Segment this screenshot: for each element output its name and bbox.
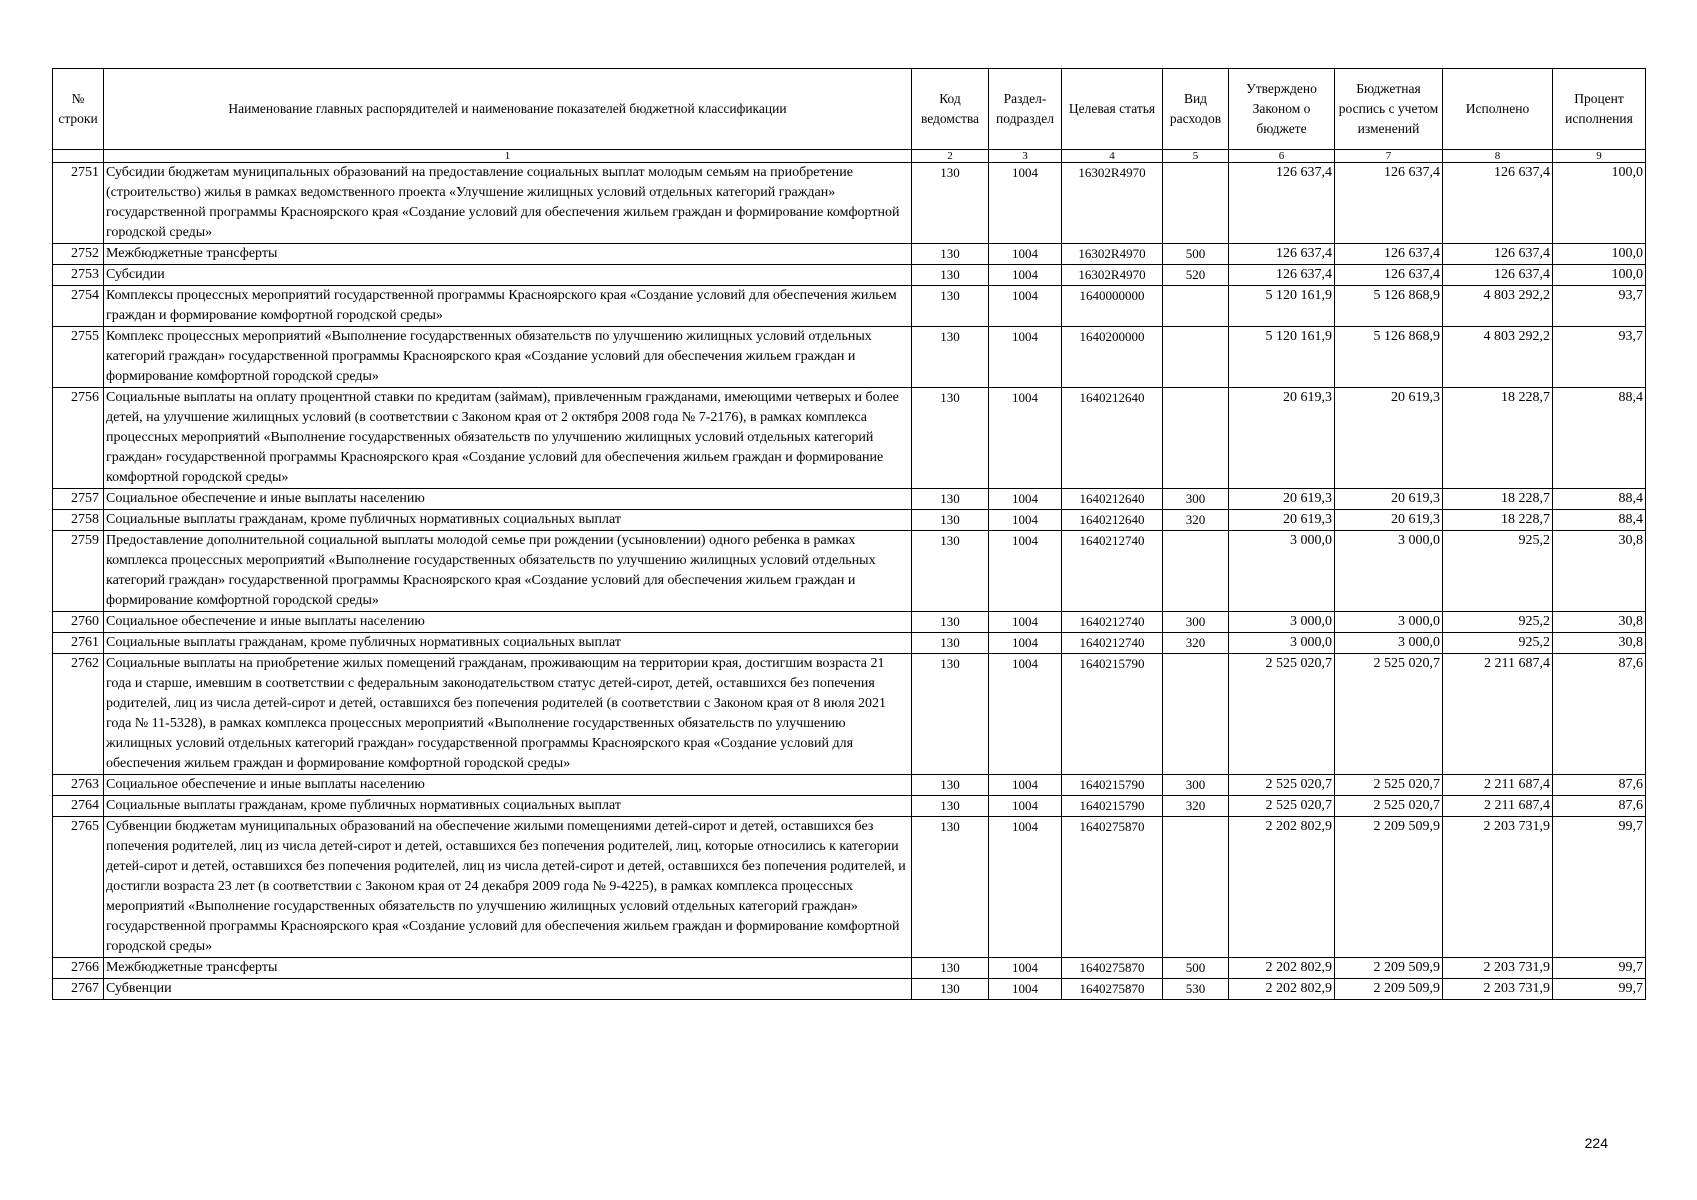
table-row bbox=[53, 244, 1646, 265]
row-percent: 30,8 bbox=[1553, 633, 1646, 654]
column-number: 6 bbox=[1229, 150, 1335, 163]
row-expense-type: 300 bbox=[1163, 489, 1229, 510]
row-number: 2762 bbox=[53, 654, 104, 775]
row-dept-code: 130 bbox=[912, 531, 989, 612]
page-number: 224 bbox=[1584, 1135, 1608, 1151]
row-expense-type: 300 bbox=[1163, 775, 1229, 796]
row-budget-list: 2 525 020,7 bbox=[1335, 654, 1443, 775]
header-executed: Исполнено bbox=[1443, 69, 1553, 150]
row-section: 1004 bbox=[989, 510, 1062, 531]
row-executed: 18 228,7 bbox=[1443, 388, 1553, 489]
row-executed: 2 211 687,4 bbox=[1443, 775, 1553, 796]
row-number: 2759 bbox=[53, 531, 104, 612]
row-name: Социальные выплаты на оплату процентной ставки по кредитам (займам), привлеченным гражданами, имеющими четверых и более детей, на улучшение жилищных условий (в соответствии с Законом края от 2 октября 2008 года № 7-2176), в рамках комплекса процессных мероприятий «Выполнение государственных обязательств по улучшению жилищных условий отдельных категорий граждан» государственной программы Красноярского края «Создание условий для обеспечения жильем граждан и формирование комфортной городской среды» bbox=[104, 388, 912, 489]
row-number: 2760 bbox=[53, 612, 104, 633]
row-budget-list: 2 209 509,9 bbox=[1335, 979, 1443, 1000]
row-approved: 5 120 161,9 bbox=[1229, 327, 1335, 388]
row-target-item: 1640000000 bbox=[1062, 286, 1163, 327]
row-percent: 87,6 bbox=[1553, 654, 1646, 775]
row-dept-code: 130 bbox=[912, 633, 989, 654]
row-section: 1004 bbox=[989, 775, 1062, 796]
row-approved: 126 637,4 bbox=[1229, 163, 1335, 244]
row-section: 1004 bbox=[989, 244, 1062, 265]
row-target-item: 1640212640 bbox=[1062, 510, 1163, 531]
row-expense-type bbox=[1163, 388, 1229, 489]
row-name: Социальное обеспечение и иные выплаты населению bbox=[104, 489, 912, 510]
table-row bbox=[53, 958, 1646, 979]
row-percent: 87,6 bbox=[1553, 775, 1646, 796]
row-dept-code: 130 bbox=[912, 286, 989, 327]
column-number: 9 bbox=[1553, 150, 1646, 163]
table-row bbox=[53, 327, 1646, 388]
row-number: 2751 bbox=[53, 163, 104, 244]
row-section: 1004 bbox=[989, 612, 1062, 633]
row-number: 2767 bbox=[53, 979, 104, 1000]
row-target-item: 16302R4970 bbox=[1062, 244, 1163, 265]
row-executed: 126 637,4 bbox=[1443, 265, 1553, 286]
row-dept-code: 130 bbox=[912, 817, 989, 958]
row-section: 1004 bbox=[989, 265, 1062, 286]
row-expense-type: 320 bbox=[1163, 510, 1229, 531]
row-approved: 2 525 020,7 bbox=[1229, 654, 1335, 775]
row-executed: 126 637,4 bbox=[1443, 244, 1553, 265]
row-budget-list: 20 619,3 bbox=[1335, 489, 1443, 510]
row-target-item: 16302R4970 bbox=[1062, 265, 1163, 286]
column-number: 7 bbox=[1335, 150, 1443, 163]
table-row bbox=[53, 510, 1646, 531]
row-name: Субвенции бюджетам муниципальных образований на обеспечение жилыми помещениями детей-сирот и детей, оставшихся без попечения родителей, лиц из числа детей-сирот и детей, оставшихся без попечения родителей, лиц, которые относились к категории детей-сирот и детей, оставшихся без попечения родителей, лиц из числа детей-сирот и детей, оставшихся без попечения родителей, и достигли возраста 23 лет (в соответствии с Законом края от 24 декабря 2009 года № 9-4225), в рамках комплекса процессных мероприятий «Выполнение государственных обязательств по улучшению жилищных условий отдельных категорий граждан» государственной программы Красноярского края «Создание условий для обеспечения жильем граждан и формирование комфортной городской среды» bbox=[104, 817, 912, 958]
row-dept-code: 130 bbox=[912, 775, 989, 796]
row-name: Социальное обеспечение и иные выплаты населению bbox=[104, 612, 912, 633]
row-budget-list: 3 000,0 bbox=[1335, 531, 1443, 612]
row-percent: 30,8 bbox=[1553, 612, 1646, 633]
row-expense-type bbox=[1163, 286, 1229, 327]
header-name: Наименование главных распорядителей и наименование показателей бюджетной классификации bbox=[104, 69, 912, 150]
row-approved: 20 619,3 bbox=[1229, 489, 1335, 510]
row-approved: 3 000,0 bbox=[1229, 633, 1335, 654]
row-dept-code: 130 bbox=[912, 244, 989, 265]
budget-table bbox=[52, 68, 1646, 1000]
row-budget-list: 3 000,0 bbox=[1335, 612, 1443, 633]
header-row bbox=[53, 69, 1646, 150]
row-number: 2766 bbox=[53, 958, 104, 979]
header-dept-code: Код ведомства bbox=[912, 69, 989, 150]
row-percent: 88,4 bbox=[1553, 388, 1646, 489]
row-dept-code: 130 bbox=[912, 388, 989, 489]
row-target-item: 1640212640 bbox=[1062, 489, 1163, 510]
row-target-item: 1640212740 bbox=[1062, 612, 1163, 633]
row-executed: 2 203 731,9 bbox=[1443, 817, 1553, 958]
row-expense-type: 320 bbox=[1163, 796, 1229, 817]
row-name: Социальные выплаты гражданам, кроме публичных нормативных социальных выплат bbox=[104, 510, 912, 531]
row-approved: 2 525 020,7 bbox=[1229, 796, 1335, 817]
row-percent: 99,7 bbox=[1553, 817, 1646, 958]
table-row bbox=[53, 489, 1646, 510]
table-row bbox=[53, 633, 1646, 654]
row-approved: 2 525 020,7 bbox=[1229, 775, 1335, 796]
row-dept-code: 130 bbox=[912, 327, 989, 388]
row-expense-type bbox=[1163, 531, 1229, 612]
row-target-item: 1640212740 bbox=[1062, 531, 1163, 612]
row-executed: 925,2 bbox=[1443, 633, 1553, 654]
row-name: Межбюджетные трансферты bbox=[104, 958, 912, 979]
row-dept-code: 130 bbox=[912, 958, 989, 979]
row-section: 1004 bbox=[989, 958, 1062, 979]
row-section: 1004 bbox=[989, 796, 1062, 817]
row-percent: 100,0 bbox=[1553, 265, 1646, 286]
column-number: 4 bbox=[1062, 150, 1163, 163]
row-approved: 126 637,4 bbox=[1229, 265, 1335, 286]
row-budget-list: 5 126 868,9 bbox=[1335, 286, 1443, 327]
budget-execution-report bbox=[52, 68, 1645, 1000]
row-executed: 925,2 bbox=[1443, 612, 1553, 633]
table-row bbox=[53, 654, 1646, 775]
row-name: Субсидии bbox=[104, 265, 912, 286]
row-budget-list: 2 209 509,9 bbox=[1335, 817, 1443, 958]
row-expense-type: 530 bbox=[1163, 979, 1229, 1000]
row-budget-list: 3 000,0 bbox=[1335, 633, 1443, 654]
row-budget-list: 126 637,4 bbox=[1335, 163, 1443, 244]
row-expense-type: 500 bbox=[1163, 244, 1229, 265]
row-dept-code: 130 bbox=[912, 612, 989, 633]
row-executed: 2 203 731,9 bbox=[1443, 958, 1553, 979]
row-percent: 100,0 bbox=[1553, 163, 1646, 244]
row-name: Предоставление дополнительной социальной выплаты молодой семье при рождении (усыновлении) одного ребенка в рамках комплекса процессных мероприятий «Выполнение государственных обязательств по улучшению жилищных условий отдельных категорий граждан» государственной программы Красноярского края «Создание условий для обеспечения жильем граждан и формирование комфортной городской среды» bbox=[104, 531, 912, 612]
row-target-item: 1640275870 bbox=[1062, 979, 1163, 1000]
row-section: 1004 bbox=[989, 489, 1062, 510]
row-target-item: 1640275870 bbox=[1062, 958, 1163, 979]
row-percent: 87,6 bbox=[1553, 796, 1646, 817]
row-approved: 2 202 802,9 bbox=[1229, 979, 1335, 1000]
row-section: 1004 bbox=[989, 979, 1062, 1000]
row-section: 1004 bbox=[989, 163, 1062, 244]
row-target-item: 1640215790 bbox=[1062, 796, 1163, 817]
row-number: 2764 bbox=[53, 796, 104, 817]
row-number: 2753 bbox=[53, 265, 104, 286]
row-approved: 2 202 802,9 bbox=[1229, 958, 1335, 979]
row-dept-code: 130 bbox=[912, 654, 989, 775]
table-row bbox=[53, 612, 1646, 633]
row-expense-type: 520 bbox=[1163, 265, 1229, 286]
row-name: Межбюджетные трансферты bbox=[104, 244, 912, 265]
table-body bbox=[53, 163, 1646, 1000]
row-approved: 3 000,0 bbox=[1229, 612, 1335, 633]
header-budget-list: Бюджетная роспись с учетом изменений bbox=[1335, 69, 1443, 150]
row-expense-type: 320 bbox=[1163, 633, 1229, 654]
row-dept-code: 130 bbox=[912, 163, 989, 244]
table-row bbox=[53, 775, 1646, 796]
row-number: 2765 bbox=[53, 817, 104, 958]
row-percent: 99,7 bbox=[1553, 958, 1646, 979]
row-expense-type bbox=[1163, 817, 1229, 958]
row-executed: 18 228,7 bbox=[1443, 489, 1553, 510]
row-target-item: 1640212740 bbox=[1062, 633, 1163, 654]
row-name: Социальные выплаты гражданам, кроме публичных нормативных социальных выплат bbox=[104, 796, 912, 817]
row-approved: 2 202 802,9 bbox=[1229, 817, 1335, 958]
row-executed: 2 203 731,9 bbox=[1443, 979, 1553, 1000]
row-section: 1004 bbox=[989, 633, 1062, 654]
row-dept-code: 130 bbox=[912, 979, 989, 1000]
row-name: Социальное обеспечение и иные выплаты населению bbox=[104, 775, 912, 796]
row-number: 2761 bbox=[53, 633, 104, 654]
row-budget-list: 5 126 868,9 bbox=[1335, 327, 1443, 388]
row-budget-list: 126 637,4 bbox=[1335, 265, 1443, 286]
row-percent: 88,4 bbox=[1553, 510, 1646, 531]
row-number: 2758 bbox=[53, 510, 104, 531]
row-target-item: 1640212640 bbox=[1062, 388, 1163, 489]
row-percent: 88,4 bbox=[1553, 489, 1646, 510]
row-approved: 5 120 161,9 bbox=[1229, 286, 1335, 327]
row-percent: 100,0 bbox=[1553, 244, 1646, 265]
row-number: 2756 bbox=[53, 388, 104, 489]
row-executed: 2 211 687,4 bbox=[1443, 796, 1553, 817]
row-expense-type: 500 bbox=[1163, 958, 1229, 979]
row-name: Социальные выплаты на приобретение жилых помещений гражданам, проживающим на территории края, достигшим возраста 21 года и старше, имевшим в соответствии с федеральным законодательством статус детей-сирот, детей, оставшихся без попечения родителей, лиц из числа детей-сирот и детей, оставшихся без попечения родителей (в соответствии с Законом края от 8 июля 2021 года № 11-5328), в рамках комплекса процессных мероприятий «Выполнение государственных обязательств по улучшению жилищных условий отдельных категорий граждан» государственной программы Красноярского края «Создание условий для обеспечения жильем граждан и формирование комфортной городской среды» bbox=[104, 654, 912, 775]
header-expense-type: Вид расходов bbox=[1163, 69, 1229, 150]
row-name: Субсидии бюджетам муниципальных образований на предоставление социальных выплат молодым семьям на приобретение (строительство) жилья в рамках ведомственного проекта «Улучшение жилищных условий отдельных категорий граждан» государственной программы Красноярского края «Создание условий для обеспечения жильем граждан и формирование комфортной городской среды» bbox=[104, 163, 912, 244]
row-dept-code: 130 bbox=[912, 489, 989, 510]
table-row bbox=[53, 265, 1646, 286]
header-percent: Процент исполнения bbox=[1553, 69, 1646, 150]
table-row bbox=[53, 163, 1646, 244]
row-executed: 4 803 292,2 bbox=[1443, 286, 1553, 327]
row-name: Комплексы процессных мероприятий государственной программы Красноярского края «Создание условий для обеспечения жильем граждан и формирование комфортной городской среды» bbox=[104, 286, 912, 327]
row-name: Субвенции bbox=[104, 979, 912, 1000]
column-number-row bbox=[53, 150, 1646, 163]
row-section: 1004 bbox=[989, 327, 1062, 388]
row-number: 2763 bbox=[53, 775, 104, 796]
row-budget-list: 2 525 020,7 bbox=[1335, 775, 1443, 796]
table-header bbox=[53, 69, 1646, 163]
row-target-item: 1640275870 bbox=[1062, 817, 1163, 958]
row-name: Социальные выплаты гражданам, кроме публичных нормативных социальных выплат bbox=[104, 633, 912, 654]
row-percent: 93,7 bbox=[1553, 286, 1646, 327]
header-section: Раздел-подраздел bbox=[989, 69, 1062, 150]
row-budget-list: 20 619,3 bbox=[1335, 510, 1443, 531]
row-dept-code: 130 bbox=[912, 510, 989, 531]
table-row bbox=[53, 286, 1646, 327]
row-section: 1004 bbox=[989, 817, 1062, 958]
table-row bbox=[53, 796, 1646, 817]
row-section: 1004 bbox=[989, 654, 1062, 775]
row-executed: 2 211 687,4 bbox=[1443, 654, 1553, 775]
column-number: 2 bbox=[912, 150, 989, 163]
table-row bbox=[53, 979, 1646, 1000]
row-approved: 20 619,3 bbox=[1229, 510, 1335, 531]
column-number: 8 bbox=[1443, 150, 1553, 163]
column-number bbox=[53, 150, 104, 163]
row-expense-type bbox=[1163, 654, 1229, 775]
row-approved: 126 637,4 bbox=[1229, 244, 1335, 265]
row-budget-list: 20 619,3 bbox=[1335, 388, 1443, 489]
row-name: Комплекс процессных мероприятий «Выполнение государственных обязательств по улучшению жилищных условий отдельных категорий граждан» государственной программы Красноярского края «Создание условий для обеспечения жильем граждан и формирование комфортной городской среды» bbox=[104, 327, 912, 388]
row-percent: 93,7 bbox=[1553, 327, 1646, 388]
row-executed: 4 803 292,2 bbox=[1443, 327, 1553, 388]
row-expense-type: 300 bbox=[1163, 612, 1229, 633]
table-row bbox=[53, 817, 1646, 958]
row-number: 2752 bbox=[53, 244, 104, 265]
row-target-item: 1640215790 bbox=[1062, 775, 1163, 796]
header-row-no: № строки bbox=[53, 69, 104, 150]
row-target-item: 1640200000 bbox=[1062, 327, 1163, 388]
column-number: 5 bbox=[1163, 150, 1229, 163]
row-number: 2757 bbox=[53, 489, 104, 510]
row-executed: 18 228,7 bbox=[1443, 510, 1553, 531]
row-section: 1004 bbox=[989, 286, 1062, 327]
row-section: 1004 bbox=[989, 388, 1062, 489]
row-dept-code: 130 bbox=[912, 265, 989, 286]
row-approved: 20 619,3 bbox=[1229, 388, 1335, 489]
row-approved: 3 000,0 bbox=[1229, 531, 1335, 612]
row-target-item: 16302R4970 bbox=[1062, 163, 1163, 244]
row-percent: 30,8 bbox=[1553, 531, 1646, 612]
table-row bbox=[53, 388, 1646, 489]
table-row bbox=[53, 531, 1646, 612]
row-section: 1004 bbox=[989, 531, 1062, 612]
row-executed: 925,2 bbox=[1443, 531, 1553, 612]
row-dept-code: 130 bbox=[912, 796, 989, 817]
row-number: 2755 bbox=[53, 327, 104, 388]
column-number: 3 bbox=[989, 150, 1062, 163]
header-approved: Утверждено Законом о бюджете bbox=[1229, 69, 1335, 150]
row-expense-type bbox=[1163, 163, 1229, 244]
row-budget-list: 2 209 509,9 bbox=[1335, 958, 1443, 979]
column-number: 1 bbox=[104, 150, 912, 163]
header-target-item: Целевая статья bbox=[1062, 69, 1163, 150]
row-target-item: 1640215790 bbox=[1062, 654, 1163, 775]
row-budget-list: 2 525 020,7 bbox=[1335, 796, 1443, 817]
row-number: 2754 bbox=[53, 286, 104, 327]
row-expense-type bbox=[1163, 327, 1229, 388]
row-budget-list: 126 637,4 bbox=[1335, 244, 1443, 265]
row-executed: 126 637,4 bbox=[1443, 163, 1553, 244]
row-percent: 99,7 bbox=[1553, 979, 1646, 1000]
